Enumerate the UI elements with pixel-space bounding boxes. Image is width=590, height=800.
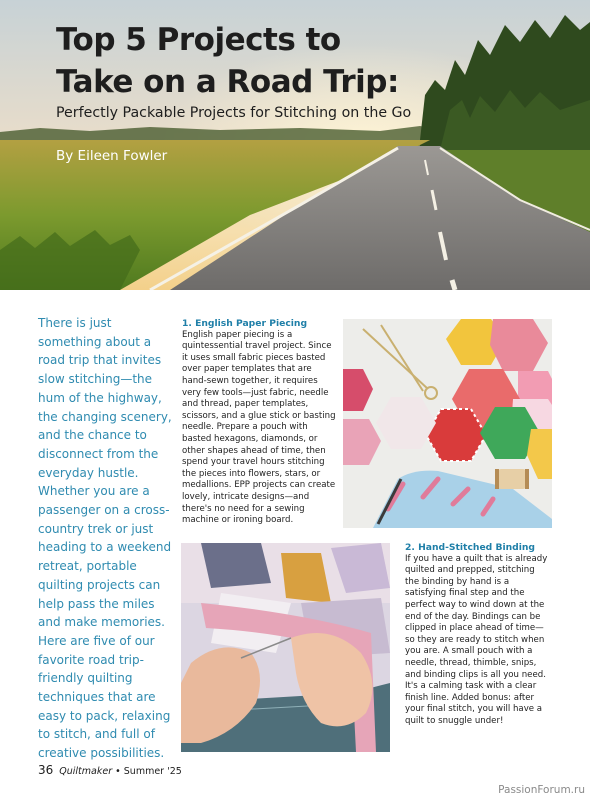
intro-paragraph: There is just something about a road trip that invites slow stitching—the hum of the highway, the changing scenery, and the chance to disconnect from the everyday hustle. Whether you are a passenger on a cross-country trek or just heading to a weekend retreat, portable quilting projects can help pass the miles and make memories. Here are five of our favorite road trip-friendly quilting techniques that are easy to pack, relaxing to stitch, and full of creative possibilities. xyxy=(38,316,172,761)
page-number: 36 xyxy=(38,763,54,777)
section-english-paper-piecing xyxy=(182,318,336,527)
hero-image xyxy=(0,0,590,290)
watermark: PassionForum.ru xyxy=(498,784,585,796)
magazine-name: Quiltmaker xyxy=(59,766,113,777)
article-title-line-1: Top 5 Projects to xyxy=(56,22,341,58)
page-footer xyxy=(38,759,182,778)
section-hand-stitched-binding xyxy=(405,542,550,728)
section-body: English paper piecing is a quintessential travel project. Since it uses small fabric pieces basted over paper templates that are hand-sewn together, it requires very few tools—just fabric, needle and thread, paper templates, scissors, and a glue stick or basting needle. Prepare a pouch with basted hexagons, diamonds, or other shapes ahead of time, then spend your travel hours stitching the pieces into flowers, stars, or medallions. EPP projects can create lovely, intricate designs—and there's no need for a sewing machine or ironing board. xyxy=(182,329,336,526)
hexagon-fabric-photo xyxy=(343,319,552,528)
article-subtitle: Perfectly Packable Projects for Stitching on the Go xyxy=(56,105,412,121)
section-heading: 2. Hand-Stitched Binding xyxy=(405,542,535,553)
issue-label: • Summer '25 xyxy=(112,766,182,777)
section-body: If you have a quilt that is already quilted and prepped, stitching the binding by hand is a satisfying final step and the perfect way to wind down at the end of the day. Bindings can be clipped in place ahead of time—so they are ready to stitch when you are. A small pouch with a needle, thread, thimble, snips, and binding clips is all you need. It's a calming task with a clear finish line. Added bonus: after your final stitch, you will have a quilt to snuggle under! xyxy=(405,553,548,726)
section-heading: 1. English Paper Piecing xyxy=(182,318,308,329)
hand-binding-photo xyxy=(181,543,390,752)
article-title-line-2: Take on a Road Trip: xyxy=(56,64,399,100)
author-byline: By Eileen Fowler xyxy=(56,148,168,164)
